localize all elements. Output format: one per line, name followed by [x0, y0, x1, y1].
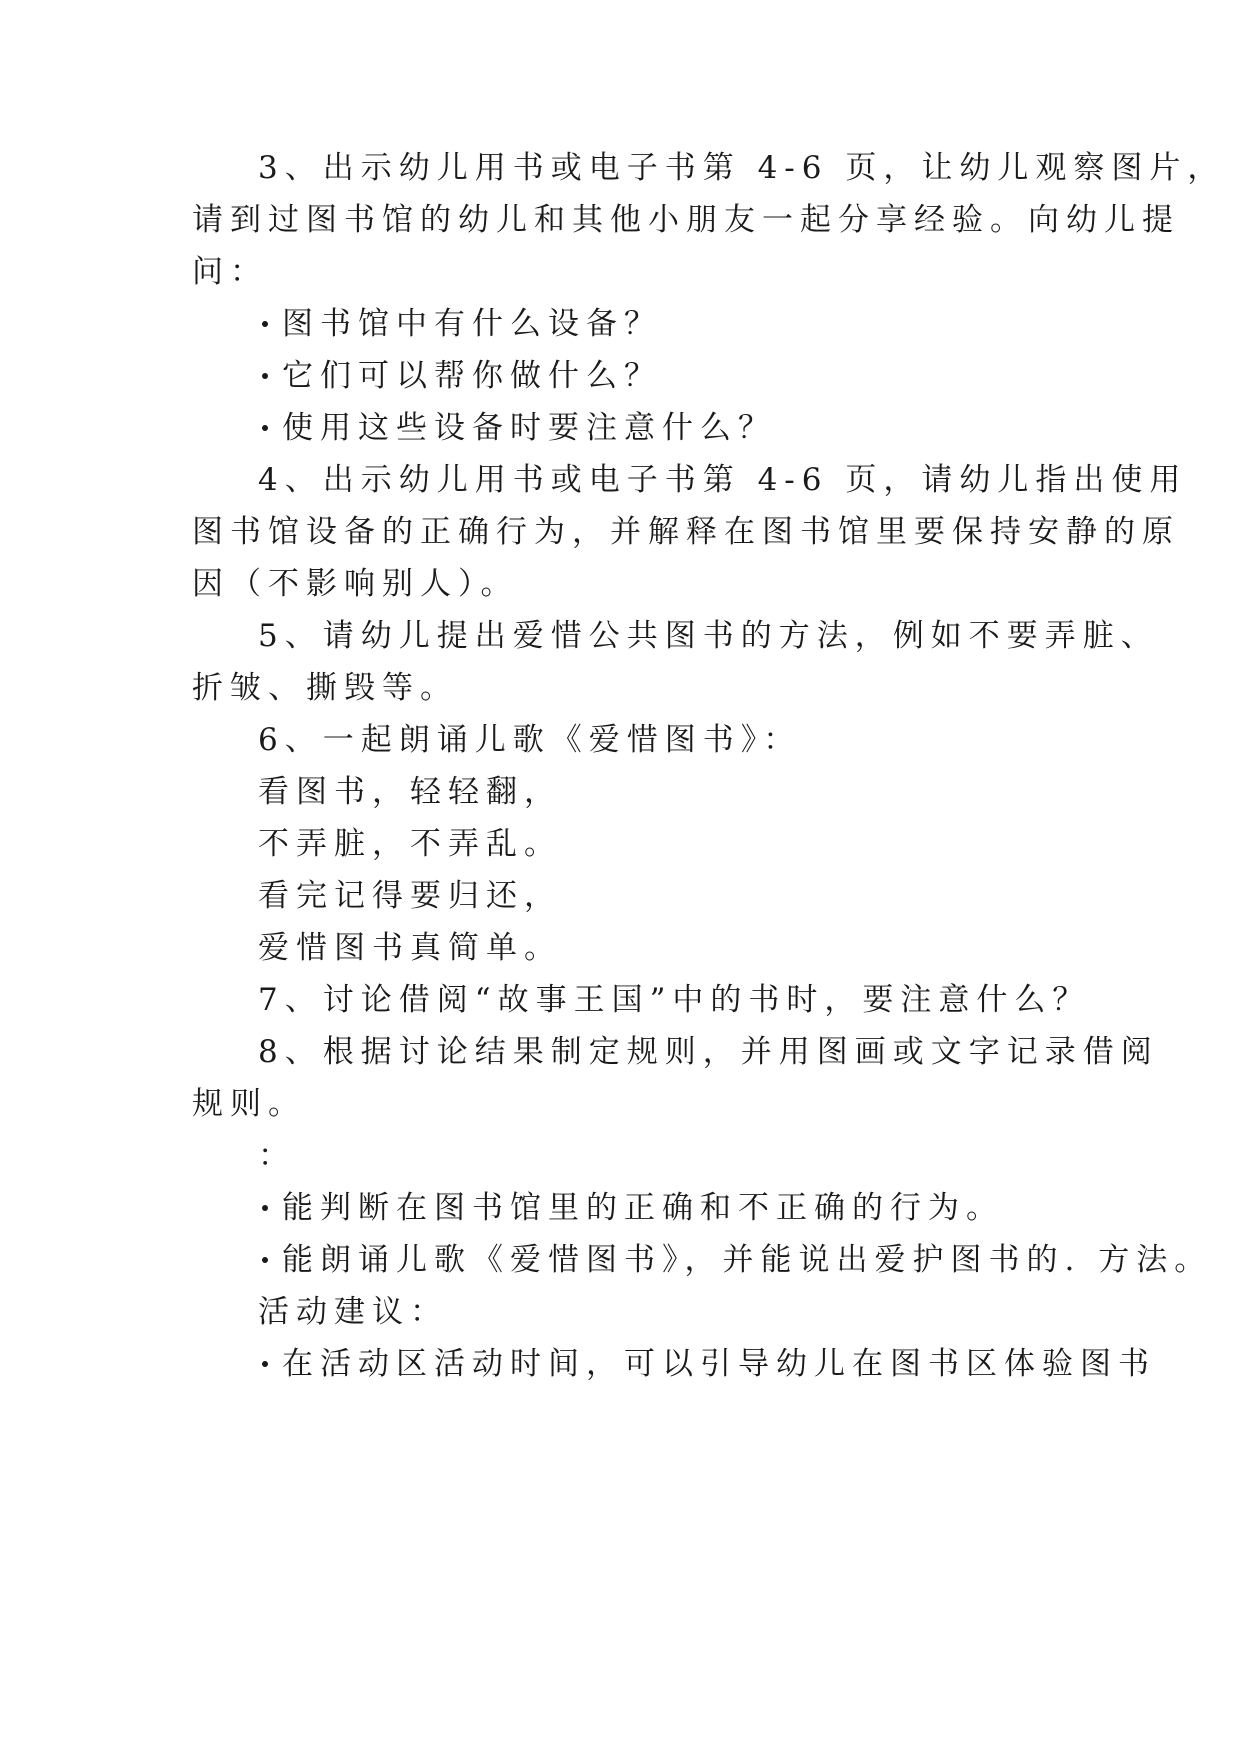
evaluation-text: 能朗诵儿歌《爱惜图书》，并能说出爱护图书的. 方法。 — [282, 1242, 1213, 1278]
bullet-icon — [262, 373, 268, 379]
evaluation-text: 能判断在图书馆里的正确和不正确的行为。 — [282, 1190, 1004, 1226]
poem-line: 爱惜图书真简单。 — [258, 930, 562, 966]
bullet-icon — [262, 425, 268, 431]
para5-line2: 折皱、撕毁等。 — [192, 670, 458, 706]
question-text: 它们可以帮你做什么？ — [282, 358, 662, 394]
question-item — [262, 356, 662, 396]
bullet-icon — [262, 321, 268, 327]
colon-line: ： — [258, 1138, 296, 1174]
para5-line1: 5、请幼儿提出爱惜公共图书的方法，例如不要弄脏、 — [258, 618, 1159, 654]
question-text: 图书馆中有什么设备？ — [282, 306, 662, 342]
para3-line2: 请到过图书馆的幼儿和其他小朋友一起分享经验。向幼儿提 — [192, 202, 1180, 238]
poem-line: 看完记得要归还， — [258, 878, 562, 914]
suggestion-heading: 活动建议： — [258, 1294, 448, 1330]
poem-line: 看图书，轻轻翻， — [258, 774, 562, 810]
para3-line1: 3、出示幼儿用书或电子书第 4-6 页，让幼儿观察图片， — [258, 150, 1226, 186]
question-text: 使用这些设备时要注意什么？ — [282, 410, 776, 446]
evaluation-item — [262, 1240, 1212, 1280]
para4-line3: 因（不影响别人）。 — [192, 566, 519, 602]
para8-line2: 规则。 — [192, 1086, 306, 1122]
suggestion-text: 在活动区活动时间，可以引导幼儿在图书区体验图书 — [282, 1346, 1156, 1382]
suggestion-item — [262, 1344, 1156, 1384]
para6-line: 6、一起朗诵儿歌《爱惜图书》： — [258, 722, 802, 758]
bullet-icon — [262, 1205, 268, 1211]
para4-line2: 图书馆设备的正确行为，并解释在图书馆里要保持安静的原 — [192, 514, 1180, 550]
para3-line3: 问： — [192, 254, 268, 290]
question-item — [262, 304, 662, 344]
para4-line1: 4、出示幼儿用书或电子书第 4-6 页，请幼儿指出使用 — [258, 462, 1188, 498]
question-item — [262, 408, 776, 448]
bullet-icon — [262, 1257, 268, 1263]
poem-line: 不弄脏，不弄乱。 — [258, 826, 562, 862]
bullet-icon — [262, 1361, 268, 1367]
para8-line1: 8、根据讨论结果制定规则，并用图画或文字记录借阅 — [258, 1034, 1159, 1070]
evaluation-item — [262, 1188, 1004, 1228]
para7-line: 7、讨论借阅“故事王国”中的书时，要注意什么？ — [258, 982, 1091, 1018]
